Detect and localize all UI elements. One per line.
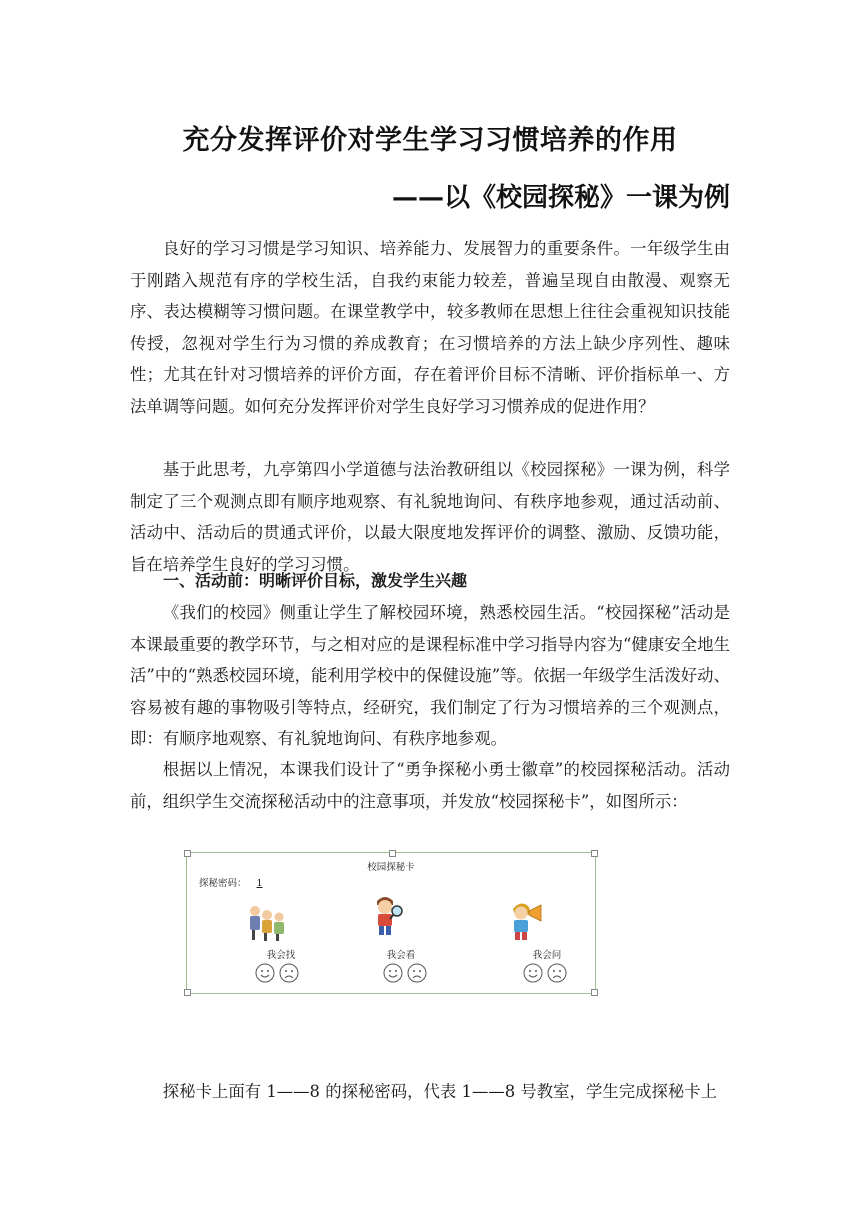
explore-card-figure [186, 852, 596, 994]
sad-face-icon[interactable] [407, 963, 427, 983]
paragraph-card-code: 探秘卡上面有 1——8 的探秘密码，代表 1——8 号教室，学生完成探秘卡上 [162, 1082, 718, 1101]
card-item-label: 我会找 [266, 950, 296, 961]
card-code-value: 1 [256, 878, 263, 889]
paragraph-background: 基于此思考，九亭第四小学道德与法治教研组以《校园探秘》一课为例，科学制定了三个观测点即有顺序地观察、有礼貌地询问、有秩序地参观，通过活动前、活动中、活动后的贯通式评价，以最大限度地发挥评价的调整、激励、反馈功能，旨在培养学生良好的学习习惯。 [130, 460, 730, 574]
card-item-label: 我会问 [532, 950, 562, 961]
resize-handle[interactable] [184, 850, 191, 857]
page-subtitle: ——以《校园探秘》一课为例 [391, 183, 730, 213]
card-code [199, 875, 273, 889]
resize-handle[interactable] [184, 989, 191, 996]
section-heading-1: 一、活动前：明晰评价目标，激发学生兴趣 [163, 571, 468, 590]
card-item-label: 我会看 [386, 950, 416, 961]
boy-magnifier-icon [365, 893, 409, 937]
children-group-icon [245, 901, 289, 945]
paragraph-activity: 根据以上情况，本课我们设计了“勇争探秘小勇士徽章”的校园探秘活动。活动前，组织学生交流探秘活动中的注意事项，并发放“校园探秘卡”，如图所示： [130, 760, 730, 811]
smile-face-icon[interactable] [523, 963, 543, 983]
girl-megaphone-icon [505, 899, 549, 943]
card-code-label: 探秘密码： [199, 878, 247, 889]
sad-face-icon[interactable] [547, 963, 567, 983]
rating-faces [383, 963, 427, 983]
smile-face-icon[interactable] [255, 963, 275, 983]
rating-faces [255, 963, 299, 983]
resize-handle[interactable] [591, 850, 598, 857]
paragraph-campus: 《我们的校园》侧重让学生了解校园环境，熟悉校园生活。“校园探秘”活动是本课最重要的教学环节，与之相对应的是课程标准中学习指导内容为“健康安全地生活”中的“熟悉校园环境，能利用学校中的保健设施”等。依据一年级学生活泼好动、容易被有趣的事物吸引等特点，经研究，我们制定了行为习惯培养的三个观测点，即：有顺序地观察、有礼貌地询问、有秩序地参观。 [130, 603, 730, 748]
paragraph-intro: 良好的学习习惯是学习知识、培养能力、发展智力的重要条件。一年级学生由于刚踏入规范有序的学校生活，自我约束能力较差，普遍呈现自由散漫、观察无序、表达模糊等习惯问题。在课堂教学中，较多教师在思想上往往会重视知识技能传授，忽视对学生行为习惯的养成教育；在习惯培养的方法上缺少序列性、趣味性；尤其在针对习惯培养的评价方面，存在着评价目标不清晰、评价指标单一、方法单调等问题。如何充分发挥评价对学生良好学习习惯养成的促进作用？ [130, 239, 730, 416]
page-title: 充分发挥评价对学生学习习惯培养的作用 [182, 125, 678, 156]
smile-face-icon[interactable] [383, 963, 403, 983]
rating-faces [523, 963, 567, 983]
card-title: 校园探秘卡 [367, 862, 415, 873]
resize-handle[interactable] [591, 989, 598, 996]
sad-face-icon[interactable] [279, 963, 299, 983]
resize-handle[interactable] [389, 850, 396, 857]
